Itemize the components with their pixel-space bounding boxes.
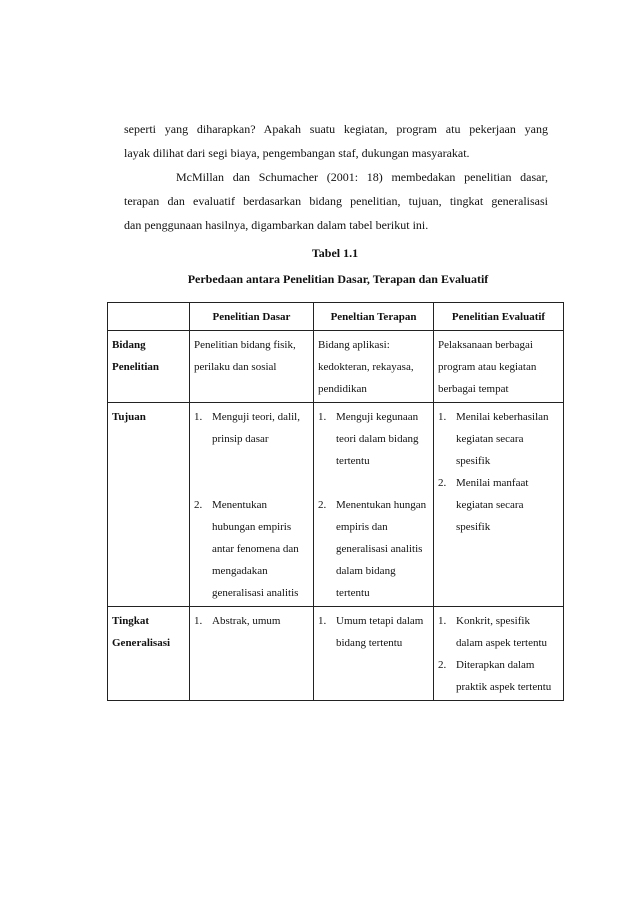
list-item: 1. Abstrak, umum [194,615,281,627]
row-label-tujuan: Tujuan [108,403,190,607]
header-empty [108,303,190,331]
header-terapan: Peneltian Terapan [314,303,434,331]
cell-tujuan-evaluatif [434,403,564,607]
list-item: 2. Menentukan hungan empiris dan generalisasi analitis dalam bidang tertentu [318,499,427,599]
table-header-row [108,303,564,331]
paragraph-line-2: layak dilihat dari segi biaya, pengembangan staf, dukungan masyarakat. [124,146,470,160]
row-label-bidang: Bidang Penelitian [108,331,190,403]
comparison-table [107,302,564,701]
table-row [108,331,564,403]
header-evaluatif: Penelitian Evaluatif [434,303,564,331]
paragraph-line-5: dan penggunaan hasilnya, digambarkan dalam tabel berikut ini. [124,218,429,232]
cell-tingkat-terapan [314,607,434,701]
cell-bidang-evaluatif: Pelaksanaan berbagai program atau kegiatan berbagai tempat [434,331,564,403]
cell-tujuan-dasar [190,403,314,607]
list-item: 1. Menguji teori, dalil, prinsip dasar [194,411,300,445]
table-title: Tabel 1.1 [311,246,359,260]
list-item: 2. Menentukan hubungan empiris antar fenomena dan mengadakan generalisasi analitis [194,499,299,599]
list-item: 2. Diterapkan dalam praktik aspek tertentu [438,659,552,693]
paragraph-line-3: McMillan dan Schumacher (2001: 18) membedakan penelitian dasar, [176,170,548,184]
list-item: 1. Menguji kegunaan teori dalam bidang tertentu [318,411,419,467]
header-dasar: Penelitian Dasar [190,303,314,331]
list-item: 1. Konkrit, spesifik dalam aspek tertentu [438,615,548,649]
cell-tujuan-terapan [314,403,434,607]
list-item: 1. Menilai keberhasilan kegiatan secara spesifik [438,411,549,467]
cell-bidang-terapan: Bidang aplikasi: kedokteran, rekayasa, pendidikan [314,331,434,403]
list-item: 1. Umum tetapi dalam bidang tertentu [318,615,424,649]
table-row [108,403,564,607]
cell-tingkat-dasar [190,607,314,701]
row-label-tingkat: Tingkat Generalisasi [108,607,190,701]
table-caption: Perbedaan antara Penelitian Dasar, Terapan dan Evaluatif [187,272,489,286]
paragraph-line-1: seperti yang diharapkan? Apakah suatu kegiatan, program atu pekerjaan yang [124,122,548,136]
cell-bidang-dasar: Penelitian bidang fisik, perilaku dan sosial [190,331,314,403]
list-item: 2. Menilai manfaat kegiatan secara spesifik [438,477,529,533]
paragraph-line-4: terapan dan evaluatif berdasarkan bidang penelitian, tujuan, tingkat generalisasi [124,194,548,208]
table-row [108,607,564,701]
cell-tingkat-evaluatif [434,607,564,701]
